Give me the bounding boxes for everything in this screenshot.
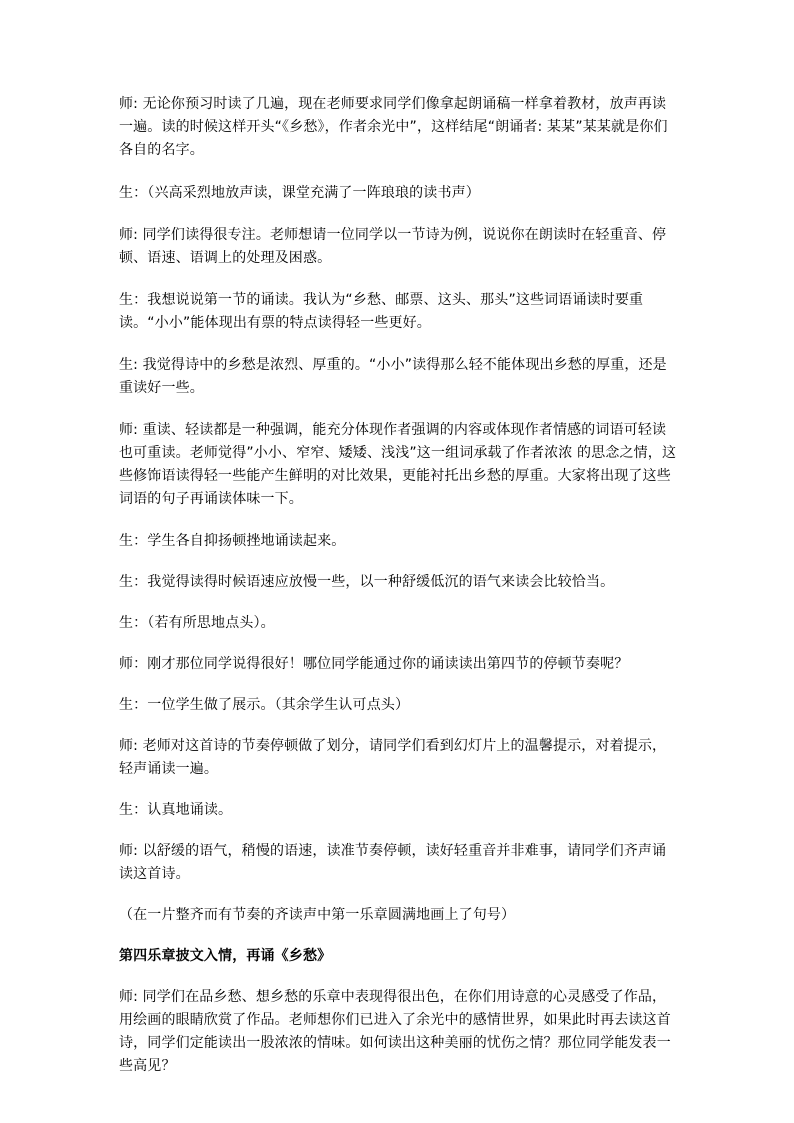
- paragraph-11: 生：一位学生做了展示。（其余学生认可点头）: [119, 697, 410, 713]
- paragraph-10: 师：刚才那位同学说得很好！哪位同学能通过你的诵读读出第四节的停顿节奏呢？: [119, 656, 629, 672]
- paragraph-13: 生：认真地诵读。: [119, 802, 233, 818]
- paragraph-5: 生: 我觉得诗中的乡愁是浓烈、厚重的。“小小”读得那么轻不能体现出乡愁的厚重，还是重读好一些。: [119, 357, 667, 396]
- document-body: [119, 93, 679, 1078]
- paragraph-3: 师: 同学们读得很专注。老师想请一位同学以一节诗为例，说说你在朗读时在轻重音、停顿、语速、语调上的处理及困惑。: [119, 227, 667, 266]
- section-heading: 第四乐章披文入情，再诵《乡愁》: [119, 948, 332, 964]
- paragraph-6: 师: 重读、轻读都是一种强调，能充分体现作者强调的内容或体现作者情感的词语可轻读也可重读。老师觉得”小小、窄窄、矮矮、浅浅”这一组词承载了作者浓浓 的思念之情，这些修饰语读得轻一些能产生鲜明的对比效果，更能衬托出乡愁的厚重。大家将出现了这些词语的句子再诵读体味一下。: [119, 422, 677, 507]
- paragraph-7: 生：学生各自抑扬顿挫地诵读起来。: [119, 533, 346, 549]
- paragraph-2: 生：（兴高采烈地放声读，课堂充满了一阵琅琅的读书声）: [119, 185, 480, 201]
- paragraph-16: 师: 同学们在品乡愁、想乡愁的乐章中表现得很出色，在你们用诗意的心灵感受了作品，用绘画的眼睛欣赏了作品。老师想你们已进入了余光中的感情世界，如果此时再去读这首诗，同学们定能读出一股浓浓的情味。如何读出这种美丽的忧伤之情？那位同学能发表一些高见？: [119, 989, 671, 1074]
- paragraph-15: （在一片整齐而有节奏的齐读声中第一乐章圆满地画上了句号）: [119, 907, 516, 923]
- paragraph-8: 生：我觉得读得时候语速应放慢一些，以一种舒缓低沉的语气来读会比较恰当。: [119, 574, 615, 590]
- paragraph-9: 生：（若有所思地点头）。: [119, 615, 275, 631]
- paragraph-1: 师: 无论你预习时读了几遍，现在老师要求同学们像拿起朗诵稿一样拿着教材，放声再读一遍。读的时候这样开头“《乡愁》，作者余光中”，这样结尾“朗诵者: 某某”某某就是你们各自的名字。: [119, 96, 668, 158]
- paragraph-12: 师: 老师对这首诗的节奏停顿做了划分，请同学们看到幻灯片上的温馨提示，对着提示，轻声诵读一遍。: [119, 738, 667, 777]
- paragraph-14: 师: 以舒缓的语气，稍慢的语速，读准节奏停顿，读好轻重音并非难事，请同学们齐声诵读这首诗。: [119, 843, 667, 882]
- paragraph-4: 生：我想说说第一节的诵读。我认为“乡愁、邮票、这头、那头”这些词语诵读时要重读。“小小”能体现出有票的特点读得轻一些更好。: [119, 292, 644, 331]
